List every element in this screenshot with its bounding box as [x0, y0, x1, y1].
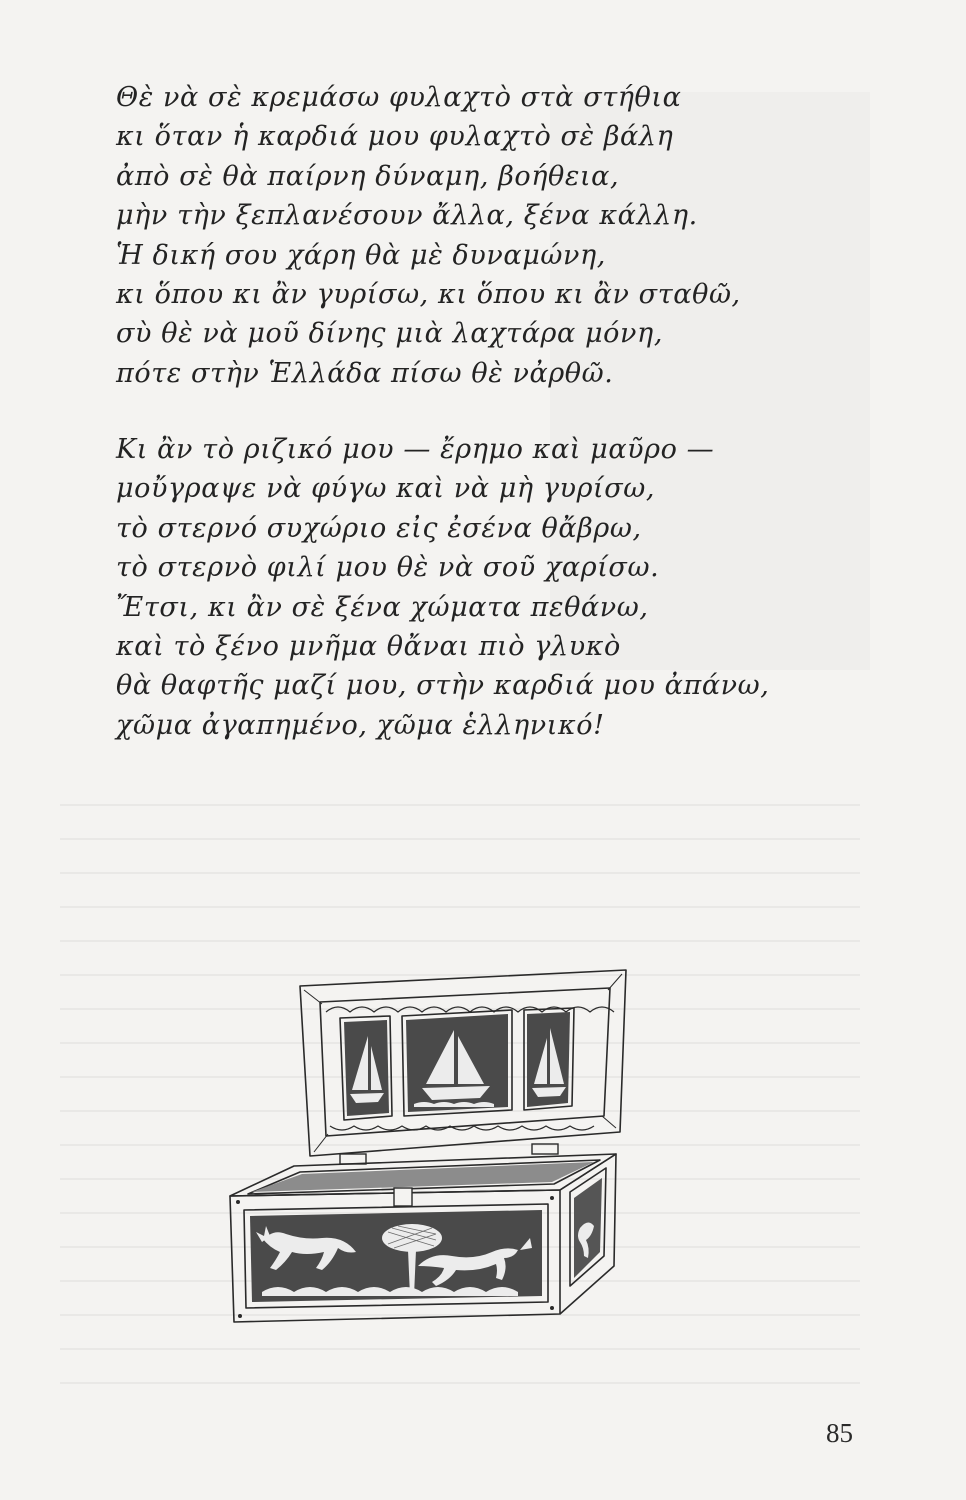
poem-line: μὴν τὴν ξεπλανέσουν ἄλλα, ξένα κάλλη. [116, 200, 698, 232]
poem-line: μοὔγραψε νὰ φύγω καὶ νὰ μὴ γυρίσω, [116, 473, 656, 505]
poem-stanza-2 [116, 430, 769, 745]
page-number: 85 [826, 1418, 853, 1448]
poem-line: Ἡ δική σου χάρη θὰ μὲ δυναμώνη, [116, 239, 606, 271]
poem-line: ἀπὸ σὲ θὰ παίρνη δύναμη, βοήθεια, [116, 160, 620, 192]
poem-line: πότε στὴν Ἑλλάδα πίσω θὲ νἀρθῶ. [116, 357, 614, 389]
poem-line: Θὲ νὰ σὲ κρεμάσω φυλαχτὸ στὰ στήθια [116, 82, 682, 113]
poem-line: θὰ θαφτῆς μαζί μου, στὴν καρδιά μου ἀπάνω, [116, 670, 770, 702]
carved-chest-illustration [222, 966, 638, 1326]
poem-line: χῶμα ἀγαπημένο, χῶμα ἑλληνικό! [116, 709, 605, 741]
poem-line: κι ὅταν ἡ καρδιά μου φυλαχτὸ σὲ βάλη [116, 121, 674, 153]
poem-stanza-1 [116, 78, 741, 393]
poem-line: κι ὅπου κι ἂν γυρίσω, κι ὅπου κι ἂν σταθῶ, [116, 279, 741, 311]
poem-line: σὺ θὲ νὰ μοῦ δίνης μιὰ λαχτάρα μόνη, [116, 318, 664, 350]
poem-line: τὸ στερνό συχώριο εἰς ἐσένα θἄβρω, [116, 512, 642, 544]
poem-line: καὶ τὸ ξένο μνῆμα θἄναι πιὸ γλυκὸ [116, 631, 621, 663]
poem-line: Κι ἂν τὸ ριζικό μου — ἔρημο καὶ μαῦρο — [116, 434, 715, 465]
poem-line: Ἔτσι, κι ἂν σὲ ξένα χώματα πεθάνω, [116, 591, 649, 623]
poem-line: τὸ στερνὸ φιλί μου θὲ νὰ σοῦ χαρίσω. [116, 552, 660, 584]
